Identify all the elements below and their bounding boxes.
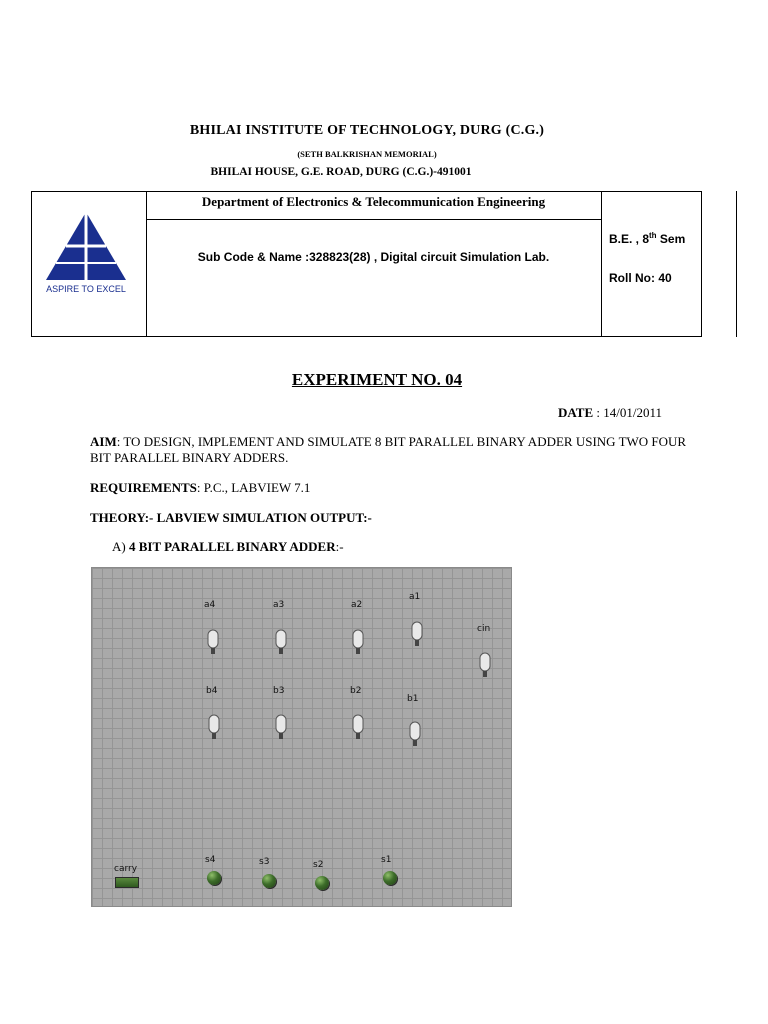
label-a2: a2 (351, 600, 363, 610)
label-carry: carry (114, 864, 138, 874)
label-s1: s1 (381, 855, 392, 865)
label-b2: b2 (350, 686, 362, 696)
led-s1 (383, 871, 397, 885)
theory-heading: THEORY:- LABVIEW SIMULATION OUTPUT:- (90, 510, 372, 525)
label-b1: b1 (407, 694, 419, 704)
requirements: REQUIREMENTS: P.C., LABVIEW 7.1 (90, 480, 311, 495)
label-a1: a1 (409, 592, 421, 602)
toggle-a2[interactable] (352, 628, 364, 654)
subject-code: Sub Code & Name :328823(28) , Digital circuit Simulation Lab. (197, 250, 550, 264)
toggle-a1[interactable] (411, 620, 423, 646)
header-table (31, 191, 702, 337)
sem-cell (601, 192, 702, 336)
led-s4 (207, 871, 221, 885)
toggle-b3[interactable] (275, 713, 287, 739)
carry-indicator (115, 877, 139, 888)
labview-front-panel (91, 567, 512, 907)
toggle-b4[interactable] (208, 713, 220, 739)
label-s3: s3 (259, 857, 270, 867)
institute-memorial: (SETH BALKRISHAN MEMORIAL) (297, 149, 437, 159)
label-s4: s4 (205, 855, 216, 865)
label-cin: cin (477, 624, 491, 634)
label-a3: a3 (273, 600, 285, 610)
experiment-date: DATE : 14/01/2011 (558, 405, 663, 420)
logo-cell (32, 192, 147, 336)
institute-address: BHILAI HOUSE, G.E. ROAD, DURG (C.G.)-491001 (210, 166, 472, 178)
label-b4: b4 (206, 686, 218, 696)
toggle-a3[interactable] (275, 628, 287, 654)
toggle-b2[interactable] (352, 713, 364, 739)
toggle-a4[interactable] (207, 628, 219, 654)
toggle-cin[interactable] (479, 651, 491, 677)
section-heading: A) 4 BIT PARALLEL BINARY ADDER:- (112, 539, 344, 554)
logo-text: ASPIRE TO EXCEL (46, 284, 126, 294)
led-s2 (315, 876, 329, 890)
roll-number: Roll No: 40 (609, 271, 672, 285)
experiment-title: EXPERIMENT NO. 04 (291, 370, 463, 389)
aim-paragraph: AIM: TO DESIGN, IMPLEMENT AND SIMULATE 8 BIT PARALLEL BINARY ADDER USING TWO FOUR BIT PARALLEL BINARY ADDERS. (90, 434, 687, 465)
semester: B.E. , 8th Sem (609, 231, 686, 246)
department-name: Department of Electronics & Telecommunication Engineering (201, 194, 546, 209)
label-b3: b3 (273, 686, 285, 696)
led-s3 (262, 874, 276, 888)
institute-logo (41, 210, 131, 300)
margin-line (736, 191, 737, 337)
toggle-b1[interactable] (409, 720, 421, 746)
label-a4: a4 (204, 600, 216, 610)
institute-name: BHILAI INSTITUTE OF TECHNOLOGY, DURG (C.G.) (189, 123, 545, 138)
label-s2: s2 (313, 860, 324, 870)
